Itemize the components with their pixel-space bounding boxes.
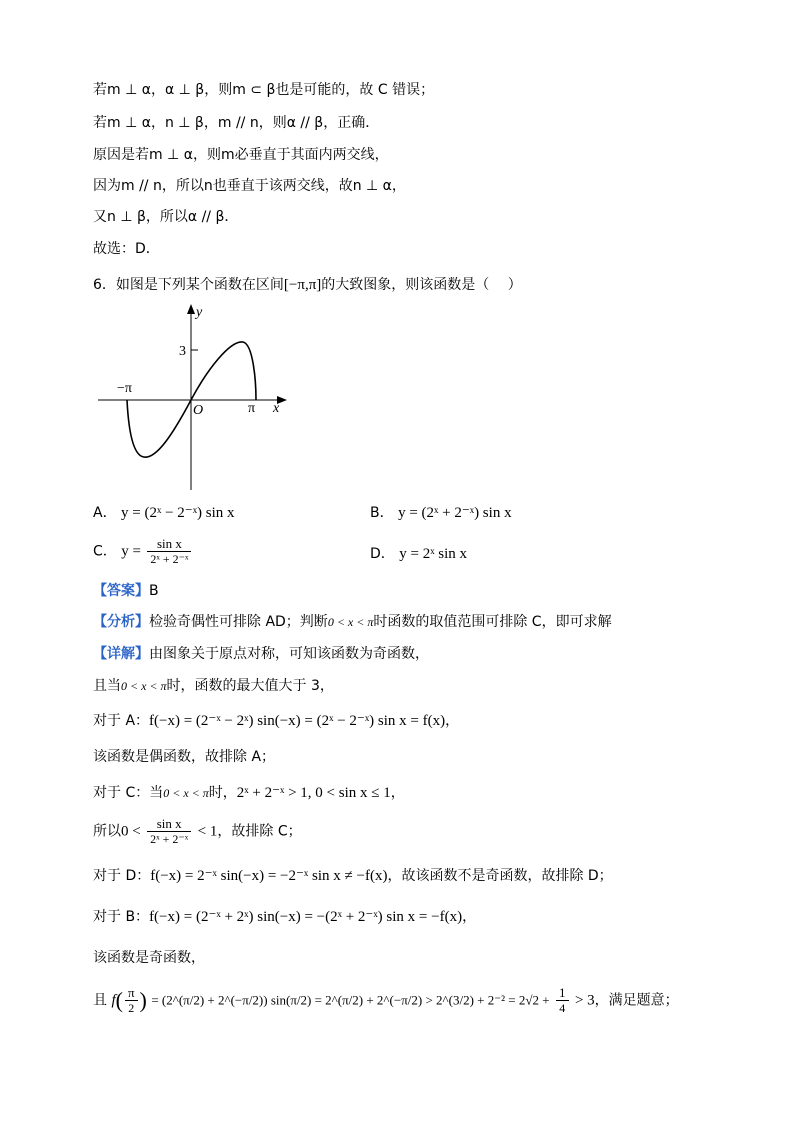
option-b[interactable] xyxy=(370,503,512,523)
option-d[interactable] xyxy=(370,544,467,564)
detail-d1: 由图象关于原点对称，可知该函数为奇函数， xyxy=(149,646,429,662)
detail-d5-mid: 时， xyxy=(208,785,237,801)
detail-line-8 xyxy=(93,907,476,927)
option-a-expr: y = (2ˣ − 2⁻ˣ) sin x xyxy=(121,505,235,521)
detail-d6-fraction xyxy=(147,816,191,847)
option-d-expr: y = 2ˣ sin x xyxy=(399,546,468,562)
analysis-post: 时函数的取值范围可排除 C，即可求解 xyxy=(373,614,612,630)
pi-label: π xyxy=(248,401,256,416)
option-c-label: C． xyxy=(93,543,117,560)
detail-d6-post: ，故排除 C； xyxy=(217,823,302,840)
detail-d2-post: 时，函数的最大值大于 3， xyxy=(166,678,334,694)
text-line-2: 若m ⊥ α，n ⊥ β，m // n，则α // β，正确． xyxy=(93,115,380,131)
detail-d10-q-den: 4 xyxy=(559,1001,566,1015)
function-graph xyxy=(95,300,295,495)
detail-d10-two: 2 xyxy=(128,1001,135,1015)
detail-line-4: 该函数是偶函数，故排除 A； xyxy=(93,749,276,765)
detail-d6-pre: 所以 xyxy=(93,823,121,840)
detail-line-9: 该函数是奇函数， xyxy=(93,950,205,966)
option-a-label: A． xyxy=(93,505,117,521)
detail-d10-f: f xyxy=(111,992,116,1009)
question-stem xyxy=(93,275,522,295)
answer-tag: 【答案】 xyxy=(93,583,149,599)
text-line-5: 又n ⊥ β，所以α // β． xyxy=(93,209,239,225)
text-line-6: 故选：D． xyxy=(93,241,160,257)
detail-d8-post: ， xyxy=(462,909,477,925)
detail-d10-quarter xyxy=(556,985,569,1016)
text-line-4: 因为m // n，所以n也垂直于该两交线，故n ⊥ α， xyxy=(93,178,406,194)
option-d-label: D． xyxy=(370,546,395,562)
detail-d6-denominator: 2ˣ + 2⁻ˣ xyxy=(150,832,189,846)
neg-pi-label: −π xyxy=(117,381,132,396)
option-c-denominator: 2ˣ + 2⁻ˣ xyxy=(150,552,189,566)
option-b-expr: y = (2ˣ + 2⁻ˣ) sin x xyxy=(398,505,512,521)
question-interval: [−π,π] xyxy=(283,277,322,293)
detail-d3-expr: f(−x) = (2⁻ˣ − 2ˣ) sin(−x) = (2ˣ − 2⁻ˣ) sin x = f(x) xyxy=(149,713,446,729)
detail-d6-numerator: sin x xyxy=(147,816,191,832)
detail-d10-mid: = (2^(π/2) + 2^(−π/2)) sin(π/2) = 2^(π/2) + 2^(−π/2) > 2^(3/2) + 2⁻² = 2√2 + xyxy=(151,992,550,1008)
detail-d10-pre: 且 xyxy=(93,992,107,1009)
y-axis-arrow xyxy=(187,304,195,314)
detail-d10-gt: > 3 xyxy=(574,992,595,1009)
detail-d10-post: ，满足题意； xyxy=(594,992,679,1009)
y-tick-label: 3 xyxy=(179,344,186,359)
question-stem-pre: 6．如图是下列某个函数在区间 xyxy=(93,277,284,293)
detail-line-7 xyxy=(93,866,613,886)
option-c-numerator: sin x xyxy=(147,536,191,552)
option-c[interactable] xyxy=(93,536,193,567)
analysis-cond: 0 < x < π xyxy=(327,615,374,629)
y-axis-label: y xyxy=(196,305,203,320)
option-a[interactable] xyxy=(93,503,235,523)
detail-d5-pre: 对于 C：当 xyxy=(93,785,164,801)
detail-d5-expr: 2ˣ + 2⁻ˣ > 1, 0 < sin x ≤ 1 xyxy=(236,785,391,801)
detail-d6-lhs: 0 < xyxy=(121,823,141,840)
answer-value: B xyxy=(149,583,159,599)
text-line-3: 原因是若m ⊥ α，则m必垂直于其面内两交线， xyxy=(93,147,389,163)
detail-d7-post: ，故该函数不是奇函数，故排除 D； xyxy=(387,868,613,884)
detail-d5-cond: 0 < x < π xyxy=(163,786,209,800)
answer-line xyxy=(93,581,159,601)
detail-d10-pi: π xyxy=(125,985,138,1001)
detail-d7-pre: 对于 D： xyxy=(93,868,151,884)
detail-d2-pre: 且当 xyxy=(93,678,121,694)
detail-d2-cond: 0 < x < π xyxy=(121,679,167,693)
detail-line-1 xyxy=(93,644,429,664)
option-c-pre: y = xyxy=(121,543,141,560)
detail-d10-pi-half xyxy=(125,985,138,1016)
detail-d5-post: ， xyxy=(390,785,405,801)
analysis-pre: 检验奇偶性可排除 AD；判断 xyxy=(149,614,328,630)
detail-d10-q-num: 1 xyxy=(556,985,569,1001)
detail-d7-expr: f(−x) = 2⁻ˣ sin(−x) = −2⁻ˣ sin x ≠ −f(x) xyxy=(150,868,388,884)
detail-d6-rhs: < 1 xyxy=(197,823,218,840)
detail-line-10: 且 f( $\frac{\pi}{2}$ ) = (2^(π/2) + 2^(−π/2)) sin(π/2) = 2^(π/2) + 2^(−π/2) > 2^(3/2) + 2⁻² = 2√2 + $\frac{1}{4}$ > 3，满足题意； xyxy=(93,985,679,1015)
x-axis-label: x xyxy=(273,401,280,416)
option-b-label: B． xyxy=(370,505,394,521)
detail-line-5 xyxy=(93,783,405,803)
detail-d3-post: ， xyxy=(445,713,460,729)
analysis-line xyxy=(93,612,612,632)
text-line-1: 若m ⊥ α，α ⊥ β，则m ⊂ β也是可能的，故 C 错误； xyxy=(93,82,435,98)
detail-line-6 xyxy=(93,816,302,847)
origin-label: O xyxy=(193,403,204,418)
detail-tag: 【详解】 xyxy=(93,646,149,662)
detail-d3-pre: 对于 A： xyxy=(93,713,150,729)
question-stem-post: 的大致图象，则该函数是（ ） xyxy=(321,277,522,293)
detail-d8-pre: 对于 B： xyxy=(93,909,150,925)
analysis-tag: 【分析】 xyxy=(93,614,149,630)
detail-d8-expr: f(−x) = (2⁻ˣ + 2ˣ) sin(−x) = −(2ˣ + 2⁻ˣ) sin x = −f(x) xyxy=(149,909,463,925)
detail-line-2 xyxy=(93,676,334,696)
option-c-fraction xyxy=(147,536,191,567)
detail-line-3 xyxy=(93,711,459,731)
